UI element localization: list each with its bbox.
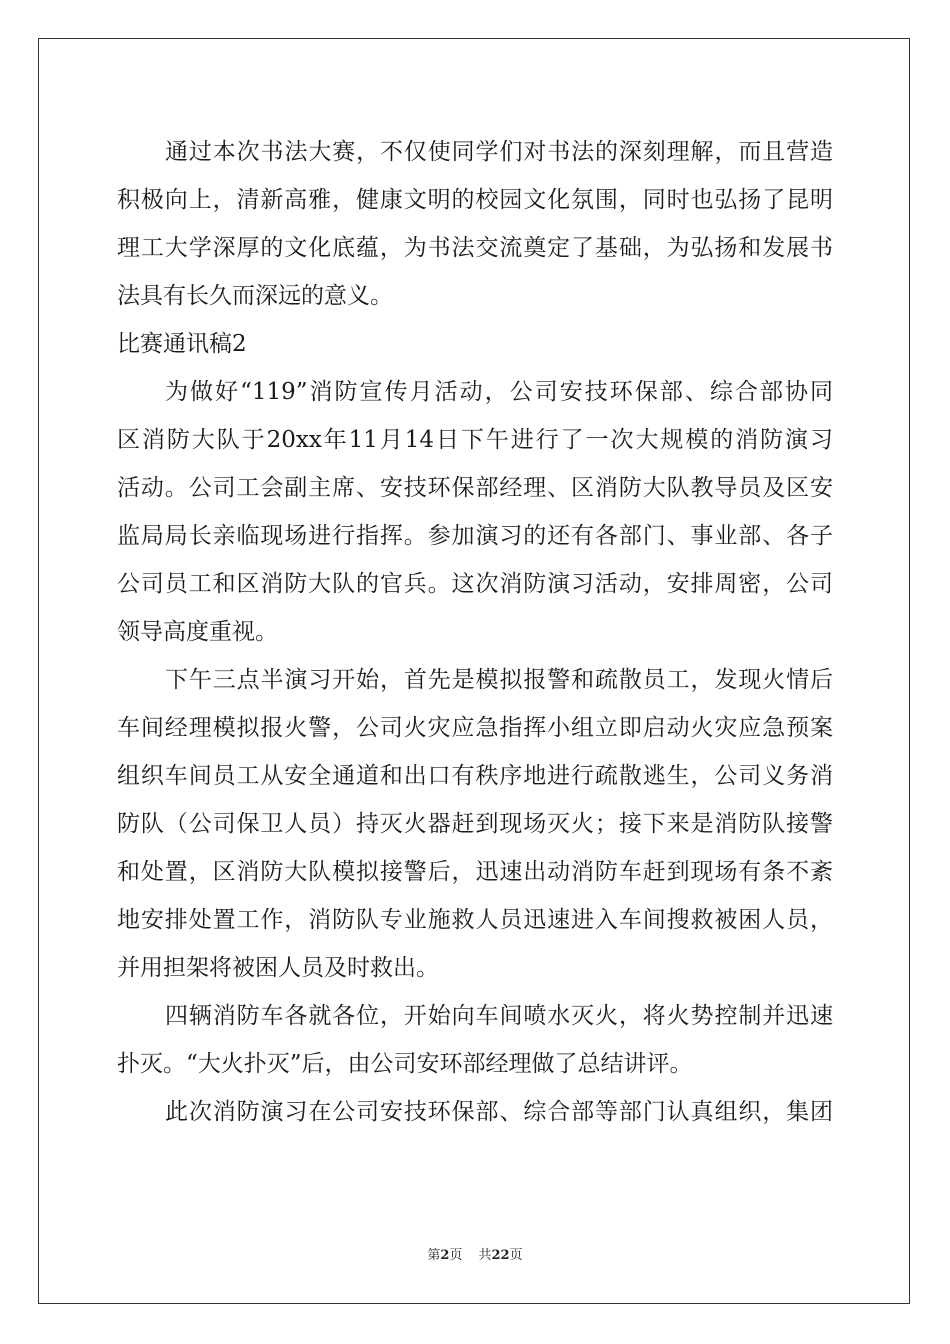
text-line: 扑灭。“大火扑灭”后，由公司安环部经理做了总结讲评。 [117, 1051, 693, 1077]
total-prefix: 共 [478, 1248, 492, 1263]
text-line: 通过本次书法大赛，不仅使同学们对书法的深刻理解，而且营造 [165, 139, 833, 165]
text-line: 四辆消防车各就各位，开始向车间喷水灭火，将火势控制并迅速 [165, 1003, 833, 1029]
text-line: 法具有长久而深远的意义。 [117, 283, 393, 309]
total-suffix: 页 [509, 1248, 523, 1263]
paragraph-1 [117, 128, 833, 320]
text-line: 监局局长亲临现场进行指挥。参加演习的还有各部门、事业部、各子 [117, 523, 833, 549]
text-line: 并用担架将被困人员及时救出。 [117, 955, 439, 981]
total-pages: 22 [491, 1248, 510, 1263]
text-line: 下午三点半演习开始，首先是模拟报警和疏散员工，发现火情后 [165, 667, 833, 693]
paragraph-2 [117, 368, 833, 656]
text-line: 公司员工和区消防大队的官兵。这次消防演习活动，安排周密，公司 [117, 571, 833, 597]
page-prefix: 第 [427, 1248, 441, 1263]
paragraph-4 [117, 992, 833, 1088]
text-line: 车间经理模拟报火警，公司火灾应急指挥小组立即启动火灾应急预案 [117, 715, 833, 741]
text-line: 为做好“119”消防宣传月活动，公司安技环保部、综合部协同 [165, 379, 833, 405]
text-line: 区消防大队于20xx年11月14日下午进行了一次大规模的消防演习 [117, 427, 833, 453]
page-footer [0, 1246, 950, 1266]
text-line: 积极向上，清新高雅，健康文明的校园文化氛围，同时也弘扬了昆明 [117, 187, 833, 213]
text-line: 活动。公司工会副主席、安技环保部经理、区消防大队教导员及区安 [117, 475, 833, 501]
text-line: 地安排处置工作，消防队专业施救人员迅速进入车间搜救被困人员， [117, 907, 833, 933]
text-line: 理工大学深厚的文化底蕴，为书法交流奠定了基础，为弘扬和发展书 [117, 235, 833, 261]
text-line: 防队（公司保卫人员）持灭火器赶到现场灭火；接下来是消防队接警 [117, 811, 833, 837]
text-line: 和处置，区消防大队模拟接警后，迅速出动消防车赶到现场有条不紊 [117, 859, 833, 885]
text-line: 此次消防演习在公司安技环保部、综合部等部门认真组织，集团 [165, 1099, 833, 1125]
page-suffix: 页 [449, 1248, 463, 1263]
paragraph-5 [117, 1088, 833, 1136]
page-number: 2 [440, 1248, 450, 1263]
text-line: 领导高度重视。 [117, 619, 278, 645]
document-body [117, 128, 833, 1136]
text-line: 组织车间员工从安全通道和出口有秩序地进行疏散逃生，公司义务消 [117, 763, 833, 789]
section-heading: 比赛通讯稿2 [117, 331, 247, 357]
paragraph-3 [117, 656, 833, 992]
